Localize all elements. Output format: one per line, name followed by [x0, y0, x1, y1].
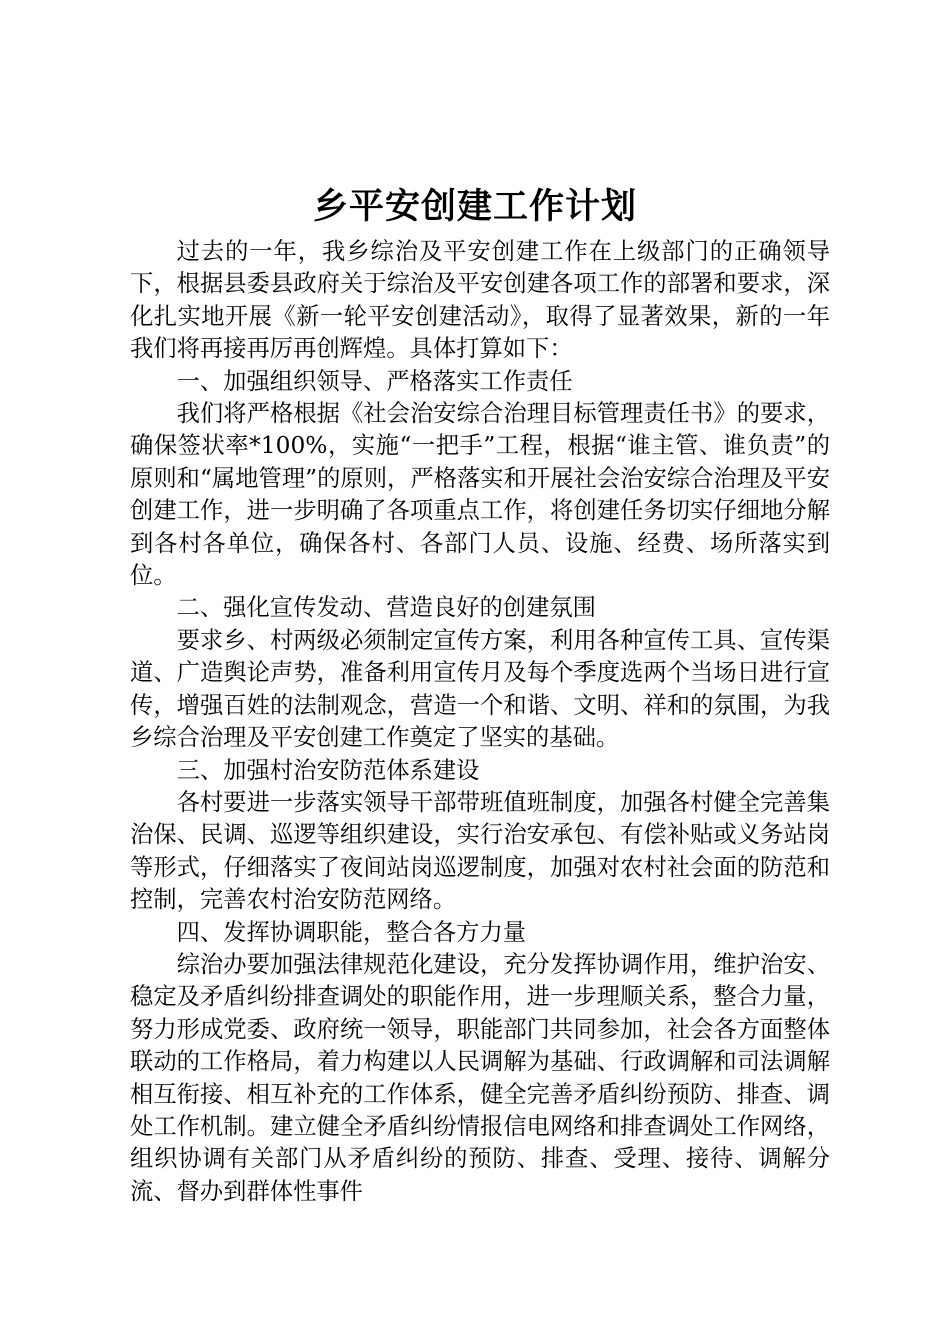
section-1-paragraph: 我们将严格根据《社会治安综合治理目标管理责任书》的要求，确保签状率*100%，实施“一把手”工程，根据“谁主管、谁负责”的原则和“属地管理”的原则，严格落实和开展社会治安综合治理及平安创建工作，进一步明确了各项重点工作，将创建任务切实仔细地分解到各村各单位，确保各村、各部门人员、设施、经费、场所落实到位。 [130, 400, 830, 590]
section-4-heading: 四、发挥协调职能，整合各方力量 [176, 918, 527, 946]
document-body [130, 236, 830, 1208]
section-1-heading: 一、加强组织领导、严格落实工作责任 [176, 367, 573, 395]
document-title: 乡平安创建工作计划 [312, 187, 637, 227]
section-2-heading: 二、强化宣传发动、营造良好的创建氛围 [176, 594, 596, 622]
section-4-paragraph: 综治办要加强法律规范化建设，充分发挥协调作用，维护治安、稳定及矛盾纠纷排查调处的职能作用，进一步理顺关系，整合力量，努力形成党委、政府统一领导，职能部门共同参加，社会各方面整体联动的工作格局，着力构建以人民调解为基础、行政调解和司法调解相互衔接、相互补充的工作体系，健全完善矛盾纠纷预防、排查、调处工作机制。建立健全矛盾纠纷情报信电网络和排查调处工作网络，组织协调有关部门从矛盾纠纷的预防、排查、受理、接待、调解分流、督办到群体性事件 [130, 950, 830, 1205]
section-3-paragraph: 各村要进一步落实领导干部带班值班制度，加强各村健全完善集治保、民调、巡逻等组织建设，实行治安承包、有偿补贴或义务站岗等形式，仔细落实了夜间站岗巡逻制度，加强对农村社会面的防范和控制，完善农村治安防范网络。 [130, 788, 830, 914]
section-3-heading: 三、加强村治安防范体系建设 [176, 756, 480, 784]
section-2-paragraph: 要求乡、村两级必须制定宣传方案，利用各种宣传工具、宣传渠道、广造舆论声势，准备利用宣传月及每个季度选两个当场日进行宣传，增强百姓的法制观念，营造一个和谐、文明、祥和的氛围，为我乡综合治理及平安创建工作奠定了坚实的基础。 [130, 626, 830, 752]
intro-paragraph: 过去的一年，我乡综治及平安创建工作在上级部门的正确领导下，根据县委县政府关于综治及平安创建各项工作的部署和要求，深化扎实地开展《新一轮平安创建活动》，取得了显著效果，新的一年我们将再接再厉再创辉煌。具体打算如下： [130, 238, 830, 363]
